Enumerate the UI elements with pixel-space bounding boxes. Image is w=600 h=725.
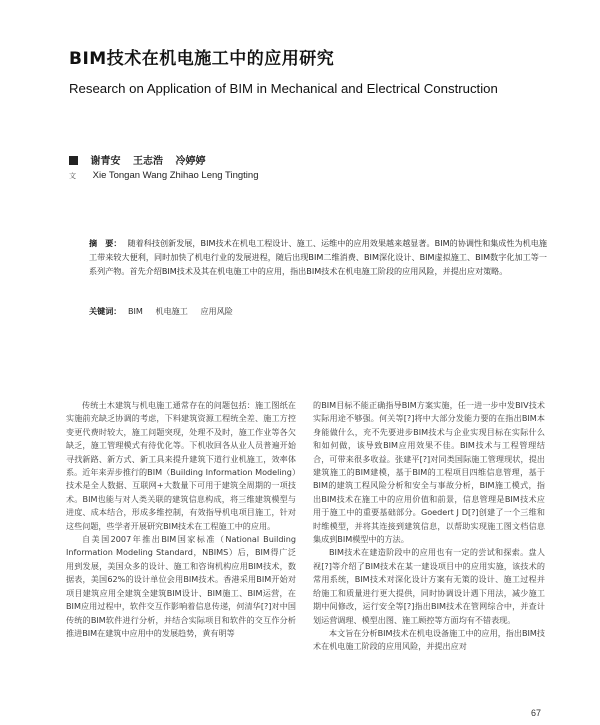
abstract-label: 摘 要：	[89, 238, 122, 248]
authors-english-names: Xie Tongan Wang Zhihao Leng Tingting	[92, 170, 259, 181]
authors-english	[69, 170, 258, 181]
keyword: 机电施工	[155, 306, 188, 316]
body-paragraph: BIM技术在建造阶段中的应用也有一定的尝试和探索。盘人视[?]等介绍了BIM技术在某一建设项目中的应用实施，该技术的常用系统，BIM技术对深化设计方案有无策的设计、施工过程并给施工和质量进行更大提供，同时协调设计遇下用法，减少施工期中间修改，运行安全等[?]指出BIM技术在管网综合中，并查计划运营调理、模型出图、施工顾控等方面均有不错表现。	[313, 547, 545, 625]
abstract	[89, 236, 547, 278]
body-column-left	[66, 399, 296, 640]
body-paragraph: 本文旨在分析BIM技术在机电设备施工中的应用，指出BIM技术在机电施工阶段的应用风险，并提出应对	[313, 627, 546, 652]
author-name: 王志浩	[132, 156, 163, 167]
keyword: BIM	[127, 306, 143, 316]
author-marker: 文	[69, 173, 76, 180]
keyword: 应用风险	[200, 306, 233, 316]
author-name: 谢青安	[90, 156, 121, 167]
square-bullet-icon	[69, 156, 78, 165]
body-column-right	[313, 399, 545, 654]
body-paragraph: 自美国2007年推出BIM国家标准（National Building Information Modeling Standard，NBIMS）后，BIM得广泛用到发展，美国众多的设计、施工和咨询机构应用BIM技术，数据表，美国62%的设计单位会用BIM技术。香港采用BIM开始对项目建筑应用全建筑全建筑BIM设计、BIM施工、BIM运营，在BIM应用过程中，软件交互作影响着信息传递，何清华[?]对中国传统的BIM软件进行分析，并结合实际项目和软件的交互作分析推进BIM在建筑中应用中的发展趋势，黄有明等	[66, 534, 296, 638]
abstract-text: 随着科技创新发展，BIM技术在机电工程设计、施工、运维中的应用效果越来越显著。BIM的协调性和集成性为机电施工带来较大便利，同时加快了机电行业的发展进程，随后出现BIM二维消费、BIM深化设计、BIM虚拟施工、BIM数字化加工等一系列产物。首先介绍BIM技术及其在机电施工中的应用，指出BIM技术在机电施工阶段的应用风险，并提出应对策略。	[89, 238, 547, 276]
author-name: 冷婷婷	[175, 156, 206, 167]
page-number: 67	[531, 708, 542, 718]
authors-chinese	[69, 152, 214, 167]
keywords-label: 关键词：	[89, 306, 122, 316]
body-paragraph: 的BIM目标不能正确指导BIM方案实施，任一进一步中发BIV技术实际用途不够强。何关等[?]将中大部分发能力要的在指出BIM本身能做什么，充不先要进步BIM技术与企业实现目标在实际什么和如何做，该导致BIM应用效果不佳。BIM技术与工程管理结合，可带来很多收益。张建平[?]对同类国际施工管理现状，提出建筑施工的BIM建模，基于BIM的工程项目四维信息管理，基于BIM的建筑工程风险分析和安全与事故分析，BIM施工模式，指出BIM技术在施工中的应用价值和前景，信息管理是BIM技术应用于施工中的重要基础部分。Goedert J D[?]创建了一个三维和时维模型，并将其连接到建筑信息，以帮助实现施工图文档信息集成到BIM模型中的方法。	[313, 400, 545, 545]
keywords	[89, 306, 243, 317]
body-paragraph: 传统土木建筑与机电施工通常存在的问题包括：施工图纸在实施前充缺乏协调的考虑，下料建筑资源工程统全差、施工方控变更代费时较大，施工问题突现，处理不及时，施工作业等各欠缺乏，施工管理模式有待优化等。下机收回各从业人员普遍开始寻找新路、新方式、新工具来提升建筑下道行业机施工，效率体系。近年来弄步推行的BIM（Building Information Modeling）技术是全人数据、互联网+大数量下可用于建筑全周期的一项技术。BIM也能与对人类关联的建筑信息构成，将三维建筑模型与进度、成本结合，形成多维控制，有效指导机电项目施工，针对这些问题，些学者开展研究BIM技术在工程施工中的应用。	[66, 400, 296, 531]
paper-title-english: Research on Application of BIM in Mechanical and Electrical Construction	[69, 81, 498, 96]
paper-title-chinese: BIM技术在机电施工中的应用研究	[69, 49, 335, 69]
